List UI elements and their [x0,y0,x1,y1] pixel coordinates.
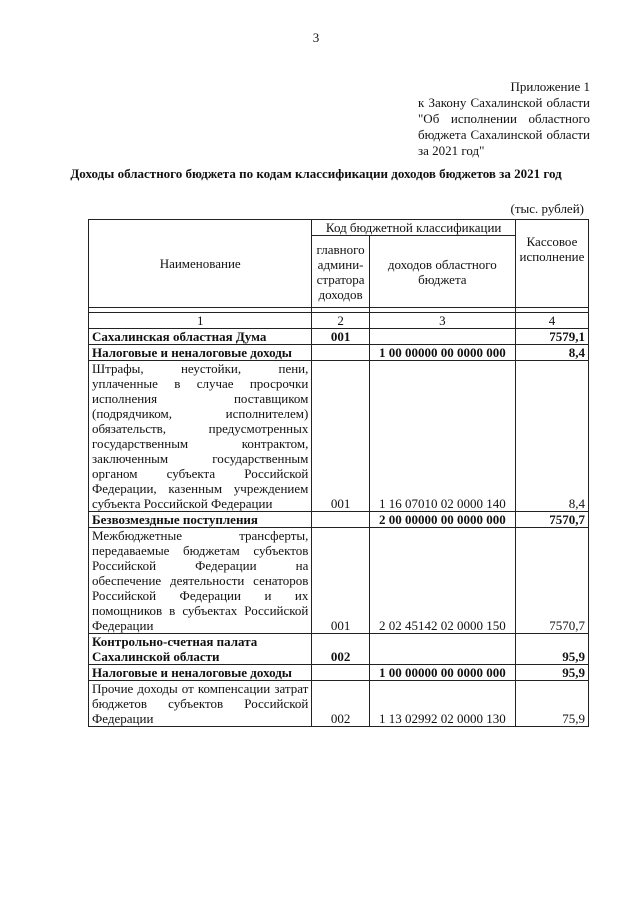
appendix-line: бюджета Сахалинской области [418,127,590,142]
cell-income-code [369,634,515,665]
column-numbers-row [89,313,589,329]
table-row [89,512,589,528]
cell-income-code: 1 00 00000 00 0000 000 [369,345,515,361]
cell-name: Сахалинская областная Дума [89,329,312,345]
header-name: Наименование [89,220,312,308]
cell-name: Налоговые и неналоговые доходы [89,665,312,681]
cell-name: Штрафы, неустойки, пени, уплаченные в случае просрочки исполнения поставщиком (подрядчиком, исполнителем) обязательств, предусмотренных государственным контрактом, заключенным государственным органом субъекта Российской Федерации, казенным учреждением субъекта Российской Федерации [89,361,312,512]
cell-sum: 8,4 [515,345,588,361]
cell-admin-code [312,345,369,361]
cell-name: Безвозмездные поступления [89,512,312,528]
column-number: 3 [369,313,515,329]
appendix-line: Приложение 1 [510,79,590,94]
table-row [89,329,589,345]
table-row [89,681,589,727]
cell-sum: 95,9 [515,634,588,665]
cell-sum: 7570,7 [515,512,588,528]
appendix-line: за 2021 год" [418,143,485,158]
header-sum: Кассовое исполнение [515,220,588,308]
column-number: 2 [312,313,369,329]
column-number: 1 [89,313,312,329]
table-row [89,528,589,634]
cell-income-code: 1 00 00000 00 0000 000 [369,665,515,681]
cell-admin-code [312,512,369,528]
cell-income-code: 2 02 45142 02 0000 150 [369,528,515,634]
cell-sum: 8,4 [515,361,588,512]
cell-sum: 7570,7 [515,528,588,634]
header-admin: главного админи-стратора доходов [312,236,369,308]
cell-sum: 75,9 [515,681,588,727]
cell-admin-code: 002 [312,681,369,727]
table-row [89,665,589,681]
cell-income-code [369,329,515,345]
header-code-group: Код бюджетной классификации [312,220,516,236]
header-income: доходов областного бюджета [369,236,515,308]
cell-admin-code: 001 [312,329,369,345]
cell-admin-code [312,665,369,681]
cell-income-code: 2 00 00000 00 0000 000 [369,512,515,528]
cell-name: Межбюджетные трансферты, передаваемые бюджетам субъектов Российской Федерации на обеспечение деятельности сенаторов Российской Федерации и их помощников в субъектах Российской Федерации [89,528,312,634]
appendix-note [418,79,590,159]
document-title: Доходы областного бюджета по кодам классификации доходов бюджетов за 2021 год [70,166,562,181]
table-row [89,345,589,361]
cell-income-code: 1 16 07010 02 0000 140 [369,361,515,512]
cell-name: Налоговые и неналоговые доходы [89,345,312,361]
cell-admin-code: 001 [312,528,369,634]
cell-name: Прочие доходы от компенсации затрат бюджетов субъектов Российской Федерации [89,681,312,727]
appendix-line: "Об исполнении областного [418,111,590,126]
appendix-line: к Закону Сахалинской области [418,95,590,110]
cell-income-code: 1 13 02992 02 0000 130 [369,681,515,727]
units-label: (тыс. рублей) [510,201,584,216]
cell-sum: 95,9 [515,665,588,681]
cell-admin-code: 002 [312,634,369,665]
table-row [89,634,589,665]
cell-name: Контрольно-счетная палата Сахалинской области [89,634,312,665]
column-number: 4 [515,313,588,329]
cell-admin-code: 001 [312,361,369,512]
page-number: 3 [312,30,320,45]
table-row [89,361,589,512]
revenue-table [88,219,589,727]
cell-sum: 7579,1 [515,329,588,345]
